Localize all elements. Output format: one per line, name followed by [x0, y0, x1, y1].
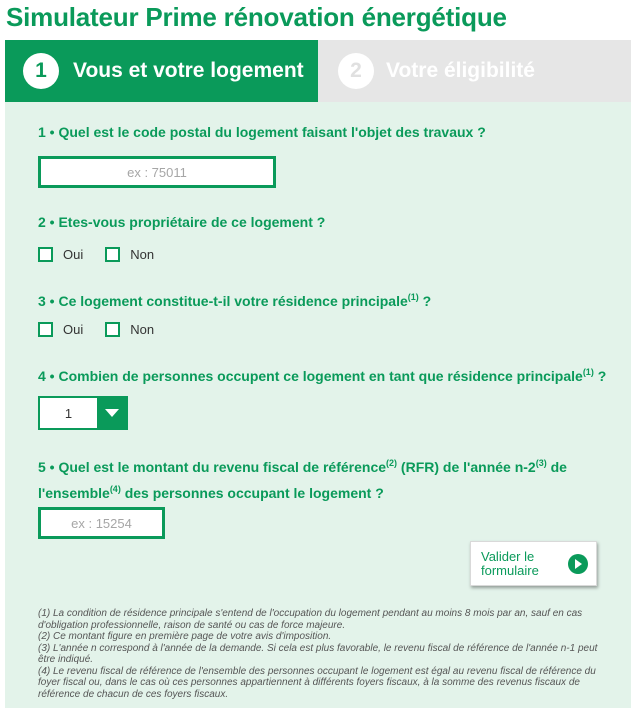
occupants-select[interactable]: [38, 396, 128, 430]
residence-yes-checkbox[interactable]: [38, 322, 53, 337]
postal-code-placeholder: ex : 75011: [127, 164, 187, 180]
rfr-placeholder: ex : 15254: [71, 515, 132, 531]
question-4-text: 4 • Combien de personnes occupent ce logement en tant que résidence principale: [38, 368, 583, 384]
question-4-end: ?: [593, 368, 607, 384]
footnote-2: (2) Ce montant figure en première page de votre avis d'imposition.: [38, 631, 332, 642]
residence-yes-option[interactable]: [38, 322, 83, 337]
footnotes: [38, 608, 598, 700]
footnote-ref-1: (1): [582, 367, 594, 377]
owner-no-label: Non: [130, 246, 155, 262]
footnote-3: (3) L'année n correspond à l'année de la demande. Si cela est plus favorable, le revenu fiscal de référence de l'année n-1 peut être indiqué.: [38, 642, 598, 665]
question-3-end: ?: [418, 293, 432, 309]
owner-yes-checkbox[interactable]: [38, 247, 53, 262]
question-5-text-2: (RFR) de l'année n-2: [397, 459, 536, 475]
owner-yes-option[interactable]: [38, 247, 83, 262]
step-tabs: [5, 40, 631, 102]
occupants-select-value: 1: [64, 405, 73, 421]
question-2-label: 2 • Etes-vous propriétaire de ce logement ?: [38, 214, 326, 230]
owner-no-option[interactable]: [105, 247, 154, 262]
owner-options: [38, 244, 176, 264]
tab-step-2[interactable]: [318, 40, 631, 102]
step-2-number: 2: [338, 53, 374, 89]
footnote-1: (1) La condition de résidence principale s'entend de l'occupation du logement pendant au moins 8 mois par an, sauf en cas d'obligation professionnelle, raison de santé ou cas de force majeure.: [38, 608, 583, 631]
question-4-label: [38, 361, 606, 387]
footnote-ref-2: (2): [386, 458, 398, 468]
residence-options: [38, 319, 176, 339]
question-5-label: [38, 452, 568, 504]
owner-no-checkbox[interactable]: [105, 247, 120, 262]
submit-form-label: Valider le formulaire: [481, 549, 539, 578]
tab-step-2-label: Votre éligibilité: [386, 59, 535, 82]
chevron-right-icon: [568, 554, 588, 574]
question-5-text-1: 5 • Quel est le montant du revenu fiscal de référence: [38, 459, 387, 475]
submit-form-button[interactable]: [470, 541, 597, 586]
residence-yes-label: Oui: [63, 321, 84, 337]
rfr-input[interactable]: [38, 507, 165, 539]
question-3-label: [38, 286, 431, 312]
question-3-text: 3 • Ce logement constitue-t-il votre résidence principale: [38, 293, 408, 309]
footnote-ref-4: (4): [109, 484, 121, 494]
chevron-down-icon[interactable]: [97, 398, 126, 428]
question-5-text-4: des personnes occupant le logement ?: [120, 485, 384, 501]
step-1-number: 1: [23, 53, 59, 89]
question-1-label: 1 • Quel est le code postal du logement faisant l'objet des travaux ?: [38, 124, 486, 140]
postal-code-input[interactable]: [38, 156, 276, 188]
owner-yes-label: Oui: [63, 246, 84, 262]
footnote-ref-1: (1): [407, 292, 419, 302]
page-title: Simulateur Prime rénovation énergétique: [6, 2, 507, 32]
tab-step-1[interactable]: [5, 40, 318, 102]
residence-no-option[interactable]: [105, 322, 154, 337]
question-5-text-3: de l'ensemble: [38, 459, 567, 501]
residence-no-label: Non: [130, 321, 155, 337]
footnote-ref-3: (3): [535, 458, 547, 468]
footnote-4: (4) Le revenu fiscal de référence de l'ensemble des personnes occupant le logement est égal au revenu fiscal de référence du foyer fiscal ou, dans le cas où ces personnes appartiennent à différents foyers fiscaux, à la somme des revenus fiscaux de référence de chacun de ces foyers fiscaux.: [38, 665, 596, 700]
tab-step-1-label: Vous et votre logement: [73, 59, 304, 82]
residence-no-checkbox[interactable]: [105, 322, 120, 337]
